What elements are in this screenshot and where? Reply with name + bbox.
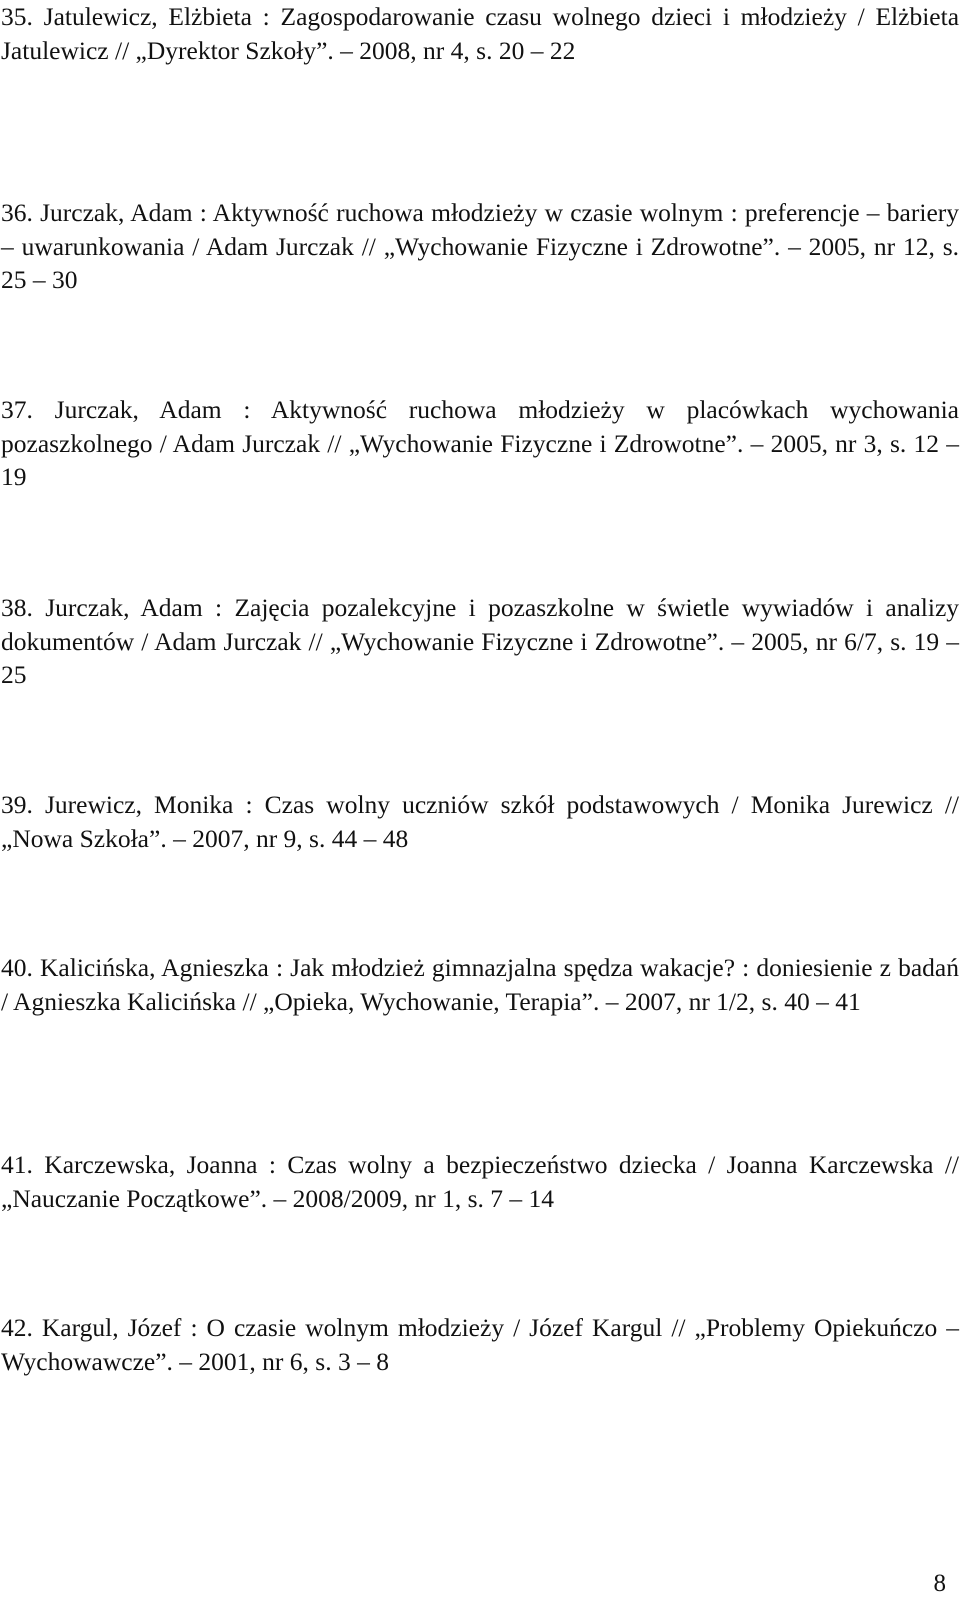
entry-number: 37.	[1, 395, 33, 424]
page-number: 8	[933, 1570, 946, 1597]
entry-text: Kargul, Józef : O czasie wolnym młodzieży / Józef Kargul // „Problemy Opiekuńczo – Wychowawcze”. – 2001, nr 6, s. 3 – 8	[1, 1313, 959, 1376]
bibliography-entry-36	[1, 196, 959, 297]
entry-number: 35.	[1, 2, 33, 31]
entry-text: Karczewska, Joanna : Czas wolny a bezpieczeństwo dziecka / Joanna Karczewska // „Nauczanie Początkowe”. – 2008/2009, nr 1, s. 7 – 14	[1, 1150, 960, 1213]
entry-text: Jurczak, Adam : Aktywność ruchowa młodzieży w placówkach wychowania pozaszkolnego / Adam Jurczak // „Wychowanie Fizyczne i Zdrowotne”. – 2005, nr 3, s. 12 – 19	[1, 395, 959, 491]
entry-text: Kalicińska, Agnieszka : Jak młodzież gimnazjalna spędza wakacje? : doniesienie z badań / Agnieszka Kalicińska // „Opieka, Wychowanie, Terapia”. – 2007, nr 1/2, s. 40 – 41	[1, 953, 959, 1016]
entry-number: 36.	[1, 198, 33, 227]
bibliography-entry-37	[1, 393, 959, 494]
bibliography-entry-35	[1, 0, 959, 67]
entry-text: Jurewicz, Monika : Czas wolny uczniów szkół podstawowych / Monika Jurewicz // „Nowa Szkoła”. – 2007, nr 9, s. 44 – 48	[1, 790, 959, 853]
entry-text: Jurczak, Adam : Zajęcia pozalekcyjne i pozaszkolne w świetle wywiadów i analizy dokumentów / Adam Jurczak // „Wychowanie Fizyczne i Zdrowotne”. – 2005, nr 6/7, s. 19 – 25	[1, 593, 960, 689]
bibliography-entry-41	[1, 1148, 959, 1215]
entry-number: 38.	[1, 593, 33, 622]
entry-number: 39.	[1, 790, 33, 819]
bibliography-entry-39	[1, 788, 959, 855]
entry-number: 42.	[1, 1313, 33, 1342]
entry-number: 41.	[1, 1150, 33, 1179]
entry-text: Jurczak, Adam : Aktywność ruchowa młodzieży w czasie wolnym : preferencje – bariery – uwarunkowania / Adam Jurczak // „Wychowanie Fizyczne i Zdrowotne”. – 2005, nr 12, s. 25 – 30	[1, 198, 960, 294]
entry-text: Jatulewicz, Elżbieta : Zagospodarowanie czasu wolnego dzieci i młodzieży / Elżbieta Jatulewicz // „Dyrektor Szkoły”. – 2008, nr 4, s. 20 – 22	[1, 2, 960, 65]
entry-number: 40.	[1, 953, 33, 982]
bibliography-entry-40	[1, 951, 959, 1018]
bibliography-entry-42	[1, 1311, 959, 1378]
bibliography-entry-38	[1, 591, 959, 692]
